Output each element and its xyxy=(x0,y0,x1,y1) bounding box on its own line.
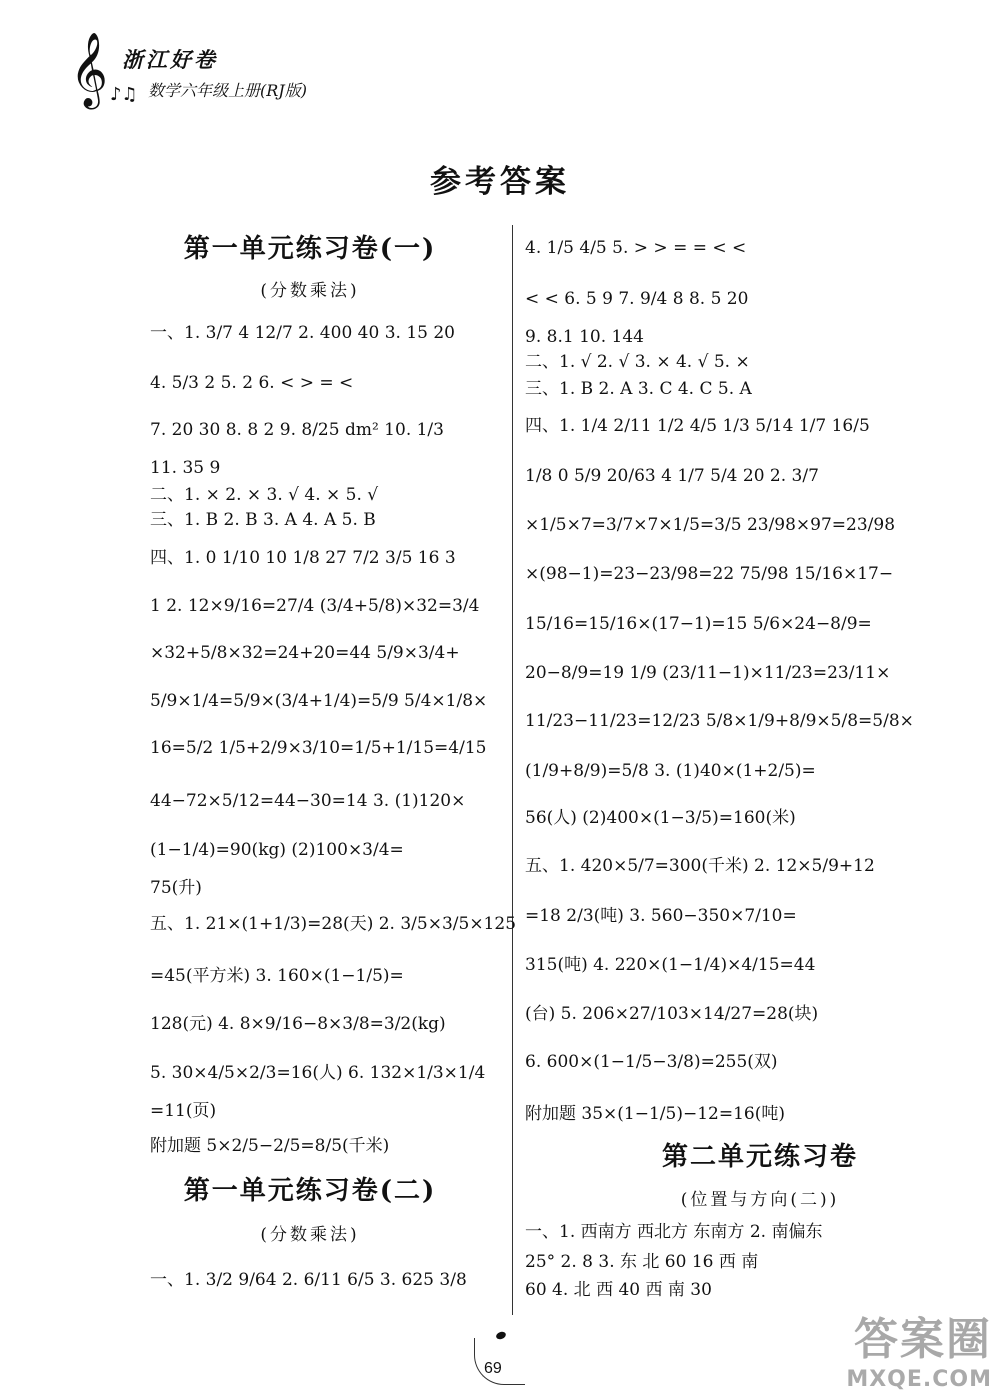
answer-line: 附加题 35×(1−1/5)−12=16(吨) xyxy=(525,1104,785,1124)
answer-line: 11/23−11/23=12/23 5/8×1/9+8/9×5/8=5/8× xyxy=(525,711,914,731)
answer-line: =45(平方米) 3. 160×(1−1/5)= xyxy=(150,966,404,986)
section-subtitle: (分数乘法) xyxy=(260,281,360,301)
answer-line: 1 2. 12×9/16=27/4 (3/4+5/8)×32=3/4 xyxy=(150,596,480,616)
book-brand: 浙江好卷 xyxy=(122,47,218,72)
answer-line: 一、1. 西南方 西北方 东南方 2. 南偏东 xyxy=(525,1222,823,1242)
answer-line: 15/16=15/16×(17−1)=15 5/6×24−8/9= xyxy=(525,614,872,634)
answer-line: 4. 1/5 4/5 5. > > = = < < xyxy=(525,238,747,258)
page-title: 参考答案 xyxy=(430,164,570,200)
answer-line: 1/8 0 5/9 20/63 4 1/7 5/4 20 2. 3/7 xyxy=(525,466,819,486)
answer-line: 16=5/2 1/5+2/9×3/10=1/5+1/15=4/15 xyxy=(150,738,487,758)
answer-line: 7. 20 30 8. 8 2 9. 8/25 dm² 10. 1/3 xyxy=(150,420,444,440)
answer-line: 五、1. 21×(1+1/3)=28(天) 2. 3/5×3/5×125 xyxy=(150,914,517,934)
answer-line: 25° 2. 8 3. 东 北 60 16 西 南 xyxy=(525,1252,759,1272)
answer-line: =11(页) xyxy=(150,1101,217,1121)
answer-line: 6. 600×(1−1/5−3/8)=255(双) xyxy=(525,1052,778,1072)
answer-line: (台) 5. 206×27/103×14/27=28(块) xyxy=(525,1004,819,1024)
answer-line: 一、1. 3/7 4 12/7 2. 400 40 3. 15 20 xyxy=(150,323,455,343)
answer-line: 4. 5/3 2 5. 2 6. < > = < xyxy=(150,373,354,393)
answer-line: ×(98−1)=23−23/98=22 75/98 15/16×17− xyxy=(525,564,894,584)
answer-line: 附加题 5×2/5−2/5=8/5(千米) xyxy=(150,1136,390,1156)
section-title: 第二单元练习卷 xyxy=(661,1142,858,1172)
answer-line: 20−8/9=19 1/9 (23/11−1)×11/23=23/11× xyxy=(525,663,891,683)
answer-line: 二、1. × 2. × 3. √ 4. × 5. √ xyxy=(150,485,379,505)
answer-line: =18 2/3(吨) 3. 560−350×7/10= xyxy=(525,906,797,926)
answer-line: 五、1. 420×5/7=300(千米) 2. 12×5/9+12 xyxy=(525,856,875,876)
answer-line: 75(升) xyxy=(150,878,202,898)
answer-line: 56(人) (2)400×(1−3/5)=160(米) xyxy=(525,808,796,828)
section-title: 第一单元练习卷(一) xyxy=(183,234,437,264)
answer-line: 60 4. 北 西 40 西 南 30 xyxy=(525,1280,712,1300)
answer-line: (1−1/4)=90(kg) (2)100×3/4= xyxy=(150,840,404,860)
section-subtitle: (位置与方向(二)) xyxy=(680,1190,840,1210)
answer-line: 四、1. 1/4 2/11 1/2 4/5 1/3 5/14 1/7 16/5 xyxy=(525,416,870,436)
answer-line: 9. 8.1 10. 144 xyxy=(525,327,644,347)
answer-line: 5. 30×4/5×2/3=16(人) 6. 132×1/3×1/4 xyxy=(150,1063,486,1083)
answer-line: 二、1. √ 2. √ 3. × 4. √ 5. × xyxy=(525,352,750,372)
answer-line: 三、1. B 2. B 3. A 4. A 5. B xyxy=(150,510,376,530)
answer-line: 44−72×5/12=44−30=14 3. (1)120× xyxy=(150,791,466,811)
answer-line: 315(吨) 4. 220×(1−1/4)×4/15=44 xyxy=(525,955,816,975)
watermark xyxy=(846,1303,992,1392)
answer-line: < < 6. 5 9 7. 9/4 8 8. 5 20 xyxy=(525,289,749,309)
answer-line: (1/9+8/9)=5/8 3. (1)40×(1+2/5)= xyxy=(525,761,816,781)
section-title: 第一单元练习卷(二) xyxy=(183,1176,437,1206)
answer-line: 5/9×1/4=5/9×(3/4+1/4)=5/9 5/4×1/8× xyxy=(150,691,488,711)
answer-line: 四、1. 0 1/10 10 1/8 27 7/2 3/5 16 3 xyxy=(150,548,456,568)
book-subtitle: 数学六年级上册(RJ版) xyxy=(148,81,307,100)
watermark-logo: 答案圈 xyxy=(854,1314,992,1365)
section-subtitle: (分数乘法) xyxy=(260,1225,360,1245)
music-notes-icon: ♪♫ xyxy=(110,84,138,105)
treble-clef-icon: 𝄞 xyxy=(70,33,108,107)
book-header xyxy=(70,33,370,118)
answer-line: 11. 35 9 xyxy=(150,458,221,478)
watermark-url: MXQE.COM xyxy=(846,1367,992,1392)
answer-line: ×32+5/8×32=24+20=44 5/9×3/4+ xyxy=(150,643,460,663)
column-divider xyxy=(512,225,513,1315)
page-number: 69 xyxy=(484,1360,502,1377)
answer-line: 128(元) 4. 8×9/16−8×3/8=3/2(kg) xyxy=(150,1014,446,1034)
answer-line: 一、1. 3/2 9/64 2. 6/11 6/5 3. 625 3/8 xyxy=(150,1270,467,1290)
page-number-badge xyxy=(470,1330,530,1386)
answer-line: ×1/5×7=3/7×7×1/5=3/5 23/98×97=23/98 xyxy=(525,515,896,535)
answer-line: 三、1. B 2. A 3. C 4. C 5. A xyxy=(525,379,752,399)
